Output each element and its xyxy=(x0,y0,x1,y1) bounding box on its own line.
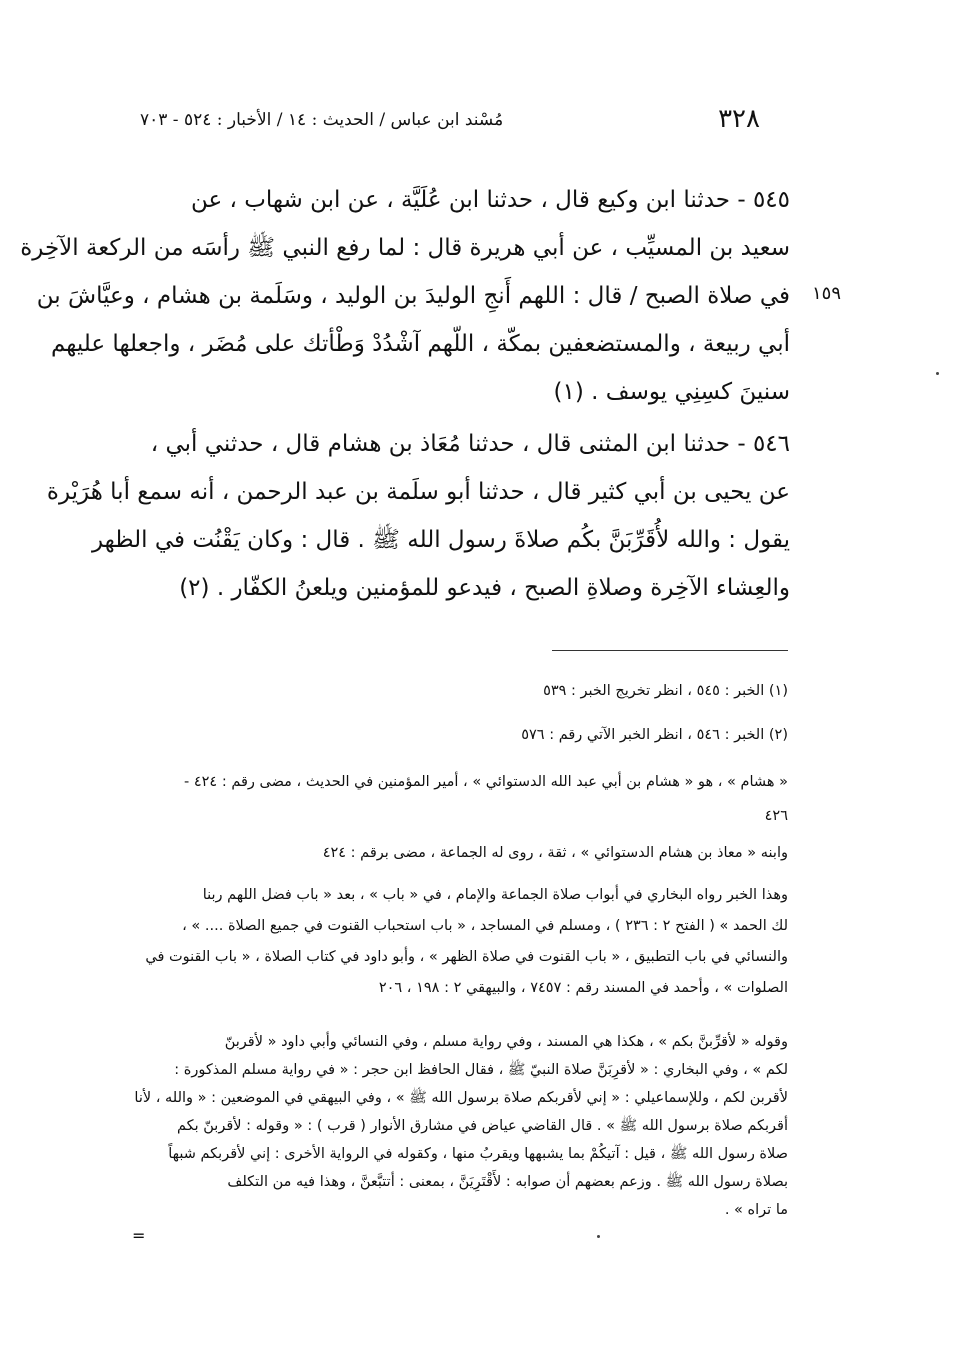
footnote-line: (١) الخبر : ٥٤٥ ، انظر تخريج الخبر : ٥٣٩ xyxy=(543,683,788,699)
footnote-line: أقربكم صلاة برسول الله ﷺ » . قال القاضي عياض في مشارق الأنوار ( قرب ) : « وقوله : لأقربنّ بكم xyxy=(176,1118,788,1134)
footnote-line: الصلوات » ، وأحمد في المسند رقم : ٧٤٥٧ ، والبيهقي ٢ : ١٩٨ ، ٢٠٦ xyxy=(378,980,788,996)
footnote-line: ما تراه » . xyxy=(724,1202,788,1218)
text-line: يقول : والله لأُقَرِّبَنَّ بكُم صلاةَ رسول الله ﷺ . قال : وكان يَقْنُت في الظهر xyxy=(91,527,790,553)
page-header xyxy=(140,104,760,140)
continuation-mark: = xyxy=(132,1226,146,1245)
footnote-line: وهذا الخبر رواه البخاري في أبواب صلاة الجماعة والإمام ، في « باب » ، بعد « باب فضل اللهم ربنا xyxy=(202,887,788,903)
footnote-2 xyxy=(136,720,788,750)
footnote-note-sources xyxy=(136,880,788,1004)
margin-reference-number: ١٥٩ xyxy=(812,283,842,304)
text-line: ٥٤٥ - حدثنا ابن وكيع قال ، حدثنا ابن عُلَيَّة ، عن ابن شهاب ، عن xyxy=(190,187,790,213)
footnote-line: لك الحمد » ( الفتح ٢ : ٢٣٦ ) ، ومسلم في المساجد ، « باب استحباب القنوت في جميع الصلاة .... » ، xyxy=(182,918,788,934)
footnote-separator xyxy=(552,650,788,651)
text-line: أبي ربيعة ، والمستضعفين بمكّة ، اللّهم آشْدُدْ وَطْأتك على مُضَر ، واجعلها عليهم xyxy=(50,331,790,357)
text-line: سعيد بن المسيِّب ، عن أبي هريرة قال : لما رفع النبي ﷺ رأسَه من الركعة الآخِرة xyxy=(20,235,790,261)
footnote-line: ٤٢٦ xyxy=(764,808,788,824)
page-number: ٣٢٨ xyxy=(718,104,760,134)
hadith-546-paragraph xyxy=(46,420,790,612)
scan-speck xyxy=(936,372,939,375)
footnote-line: لأقربن لكم ، وللإسماعيلي : « إني لأقربكم صلاة برسول الله ﷺ » ، وفي البيهقي في الموضعين : « والله ، لأنا xyxy=(134,1090,788,1106)
running-head: مُسْند ابن عباس / الحديث : ١٤ / الأخبار : ٥٢٤ - ٧٠٣ xyxy=(140,110,504,130)
text-line: سنينَ كسِنِي يوسف . (١) xyxy=(553,379,790,405)
footnote-line: وابنه « معاذ بن هشام الدستوائي » ، ثقة ، روى له الجماعة ، مضى برقم : ٤٢٤ xyxy=(322,845,788,861)
footnote-note-wording xyxy=(136,1028,788,1224)
text-line: في صلاة الصبح / قال : اللهم أَنجِ الوليدَ بن الوليد ، وسَلَمة بن هشام ، وعيَّاشَ بن xyxy=(36,283,790,309)
footnote-line: لكم » ، وفي البخاري : « لأقرِبَنَّ صلاة النبيّ ﷺ ، فقال الحافظ ابن حجر : « في رواية مسلم المذكورة : xyxy=(174,1062,788,1078)
footnote-line: وقوله « لأقرِّبنَّ بكم » ، هكذا هي المسند ، وفي رواية مسلم ، وفي النسائي وأبي داود « لأقربنّ xyxy=(224,1034,788,1050)
scan-speck xyxy=(597,1235,600,1238)
footnote-line: صلاة رسول الله ﷺ ، قيل : آتيكُمْ بما يشبهها ويقربُ منها ، وكقوله في الرواية الأخرى : إني لأقربكم شبهاً xyxy=(168,1146,788,1162)
footnote-line: « هشام » ، هو « هشام بن أبي عبد الله الدستوائي » ، أمير المؤمنين في الحديث ، مضى رقم : ٤٢٤ - xyxy=(184,774,788,790)
hadith-545-paragraph xyxy=(20,176,790,416)
footnote-note-hisham xyxy=(136,765,788,833)
text-line: عن يحيى بن أبي كثير قال ، حدثنا أبو سلَمة بن عبد الرحمن ، أنه سمع أبا هُرَيْرة xyxy=(46,479,790,505)
footnote-line: بصلاة رسول الله ﷺ . وزعم بعضهم أن صوابه : لأَقْتَرِيَنَّ ، بمعنى : أتتبَّعنَّ ، وهذا فيه من التكلف xyxy=(227,1174,788,1190)
text-line: ٥٤٦ - حدثنا ابن المثنى قال ، حدثنا مُعَاذ بن هشام قال ، حدثني أبي ، xyxy=(150,431,790,457)
footnote-note-muadh xyxy=(136,838,788,868)
text-line: والعِشاء الآخِرة وصلاةِ الصبح ، فيدعو للمؤمنين ويلعنُ الكفّار . (٢) xyxy=(179,575,790,601)
footnote-line: (٢) الخبر : ٥٤٦ ، انظر الخبر الآتي رقم : ٥٧٦ xyxy=(521,727,788,743)
footnote-1 xyxy=(136,676,788,706)
footnote-line: والنسائي في باب التطبيق ، « باب القنوت في صلاة الظهر » ، وأبو داود في كتاب الصلاة ، « باب القنوت في xyxy=(145,949,788,965)
